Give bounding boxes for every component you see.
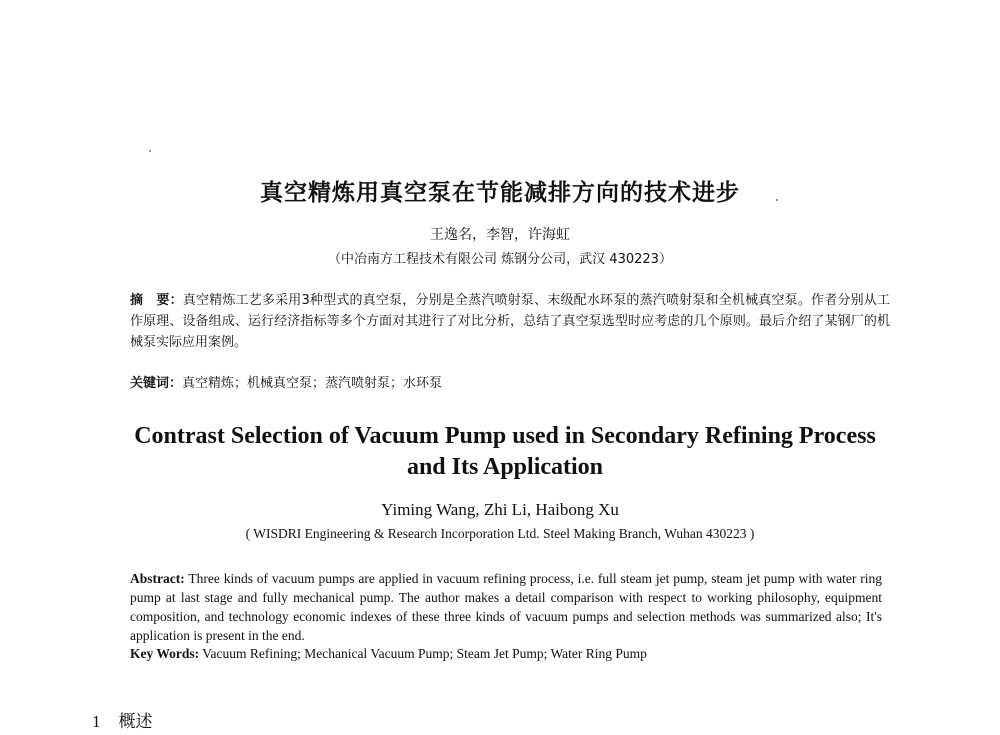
section-heading bbox=[92, 707, 153, 732]
chinese-title: 真空精炼用真空泵在节能减排方向的技术进步 bbox=[260, 180, 740, 206]
english-title-line-2: and Its Application bbox=[406, 454, 604, 480]
scan-speck bbox=[149, 150, 151, 152]
section-title: 概述 bbox=[118, 712, 153, 732]
chinese-keywords-text: 真空精炼；机械真空泵；蒸汽喷射泵；水环泵 bbox=[182, 376, 443, 391]
english-abstract-label: Abstract: bbox=[130, 571, 185, 586]
chinese-affiliation: （中冶南方工程技术有限公司 炼钢分公司，武汉 430223） bbox=[328, 252, 672, 267]
section-number: 1 bbox=[92, 712, 101, 731]
chinese-keywords bbox=[130, 372, 890, 391]
chinese-authors: 王逸名，李智，许海虹 bbox=[430, 227, 570, 243]
english-authors: Yiming Wang, Zhi Li, Haibong Xu bbox=[381, 500, 619, 519]
english-title-line-1: Contrast Selection of Vacuum Pump used in Secondary Refining Process bbox=[134, 423, 876, 449]
chinese-keywords-label: 关键词： bbox=[130, 376, 183, 391]
english-keywords-text: Vacuum Refining; Mechanical Vacuum Pump; Steam Jet Pump; Water Ring Pump bbox=[199, 646, 647, 661]
chinese-abstract-text: 真空精炼工艺多采用3种型式的真空泵，分别是全蒸汽喷射泵、末级配水环泵的蒸汽喷射泵和全机械真空泵。作者分别从工作原理、设备组成、运行经济指标等多个方面对其进行了对比分析，总结了真空泵选型时应考虑的几个原则。最后介绍了某钢厂的机械泵实际应用案例。 bbox=[130, 293, 890, 350]
english-abstract-text: Three kinds of vacuum pumps are applied in vacuum refining process, i.e. full steam jet pump, steam jet pump with water ring pump at last stage and fully mechanical pump. The author makes a detail comparison with respect to working philosophy, equipment composition, and technology economic indexes of these three kinds of vacuum pumps and selection methods was summarized also; It's application is present in the end. bbox=[130, 571, 882, 643]
english-abstract bbox=[130, 569, 882, 645]
english-keywords-label: Key Words: bbox=[130, 646, 200, 661]
english-keywords bbox=[130, 646, 882, 662]
chinese-abstract-label: 摘 要： bbox=[130, 293, 183, 308]
english-affiliation: ( WISDRI Engineering & Research Incorporation Ltd. Steel Making Branch, Wuhan 430223 ) bbox=[245, 526, 755, 541]
chinese-abstract bbox=[130, 290, 890, 353]
english-title bbox=[60, 421, 950, 483]
